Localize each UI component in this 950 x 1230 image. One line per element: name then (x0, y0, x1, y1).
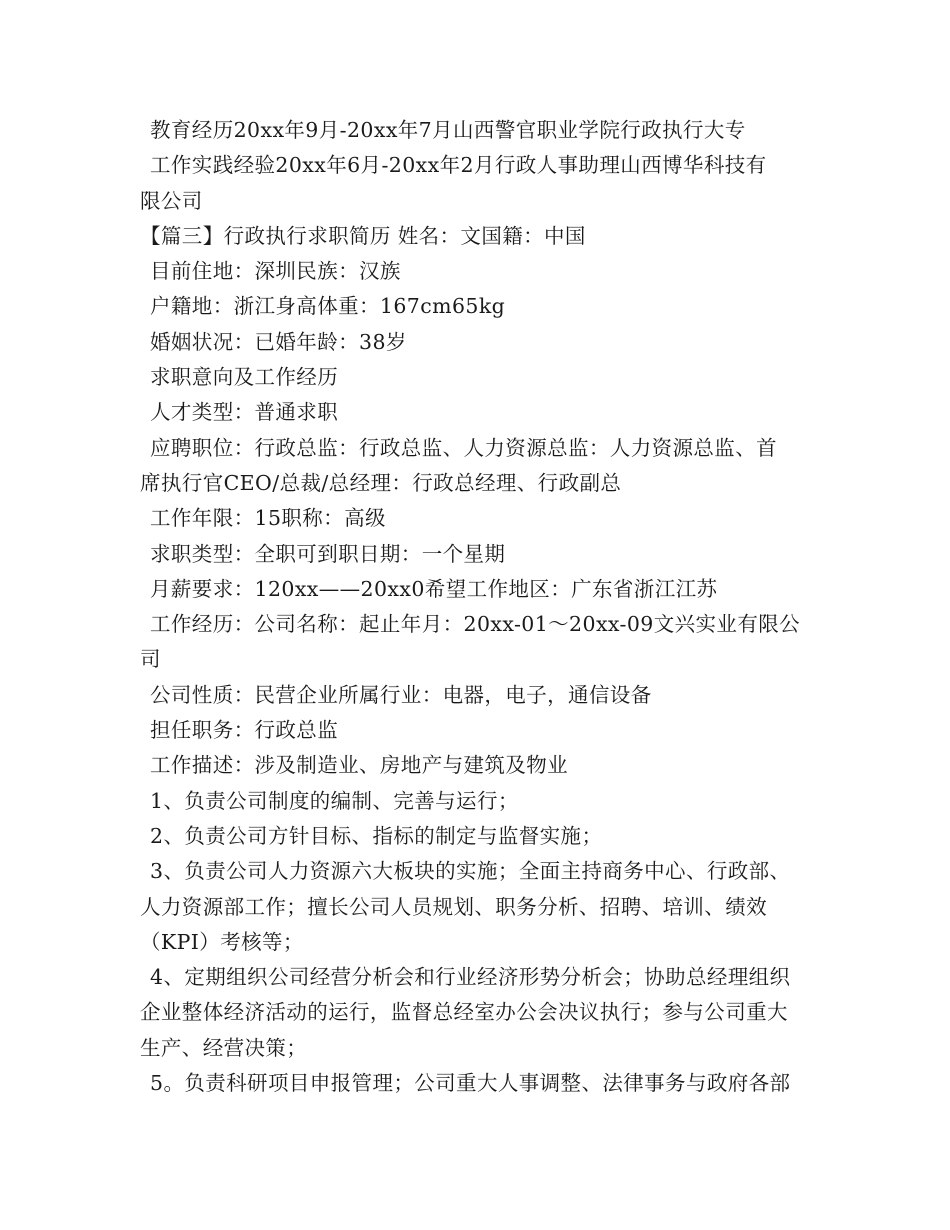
work-history-line: 工作经历：公司名称：起止年月：20xx-01～20xx-09文兴实业有限公 (150, 612, 801, 637)
duty-item-3-cont2: （KPI）考核等； (140, 929, 304, 954)
work-years-line: 工作年限：15职称：高级 (150, 506, 386, 531)
resume-text-body (140, 113, 812, 1101)
work-practice-line: 工作实践经验20xx年6月-20xx年2月行政人事助理山西博华科技有 (150, 153, 767, 178)
work-history-line-cont: 司 (140, 647, 161, 672)
duty-item-4: 4、定期组织公司经营分析会和行业经济形势分析会；协助总经理组织 (150, 965, 791, 990)
job-type-line: 求职类型：全职可到职日期：一个星期 (150, 541, 506, 566)
duty-item-4-cont: 企业整体经济活动的运行，监督总经室办公会决议执行；参与公司重大 (140, 1000, 788, 1025)
duty-item-1: 1、负责公司制度的编制、完善与运行； (150, 788, 519, 813)
duty-item-4-cont2: 生产、经营决策； (140, 1035, 308, 1060)
talent-type-line: 人才类型：普通求职 (150, 400, 339, 425)
section-heading-part3: 【篇三】行政执行求职简历 姓名：文国籍：中国 (140, 223, 586, 248)
hometown-line: 户籍地：浙江身高体重：167cm65kg (150, 294, 506, 319)
applied-position-line-cont: 席执行官CEO/总裁/总经理：行政总经理、行政副总 (140, 470, 622, 495)
work-practice-line-cont: 限公司 (140, 188, 203, 213)
residence-line: 目前住地：深圳民族：汉族 (150, 259, 401, 284)
position-held-line: 担任职务：行政总监 (150, 718, 339, 743)
education-line: 教育经历20xx年9月-20xx年7月山西警官职业学院行政执行大专 (150, 118, 746, 142)
marital-status-line: 婚姻状况：已婚年龄：38岁 (150, 329, 407, 354)
duty-item-3-cont: 人力资源部工作；擅长公司人员规划、职务分析、招聘、培训、绩效 (140, 894, 767, 919)
job-intention-heading: 求职意向及工作经历 (150, 365, 339, 390)
job-description-line: 工作描述：涉及制造业、房地产与建筑及物业 (150, 753, 568, 778)
applied-position-line: 应聘职位：行政总监：行政总监、人力资源总监：人力资源总监、首 (150, 435, 777, 460)
salary-line: 月薪要求：120xx——20xx0希望工作地区：广东省浙江江苏 (150, 576, 718, 601)
duty-item-2: 2、负责公司方针目标、指标的制定与监督实施； (150, 823, 603, 848)
duty-item-5: 5。负责科研项目申报管理；公司重大人事调整、法律事务与政府各部 (150, 1071, 791, 1096)
company-nature-line: 公司性质：民营企业所属行业：电器，电子，通信设备 (150, 682, 652, 707)
duty-item-3: 3、负责公司人力资源六大板块的实施；全面主持商务中心、行政部、 (150, 859, 791, 884)
